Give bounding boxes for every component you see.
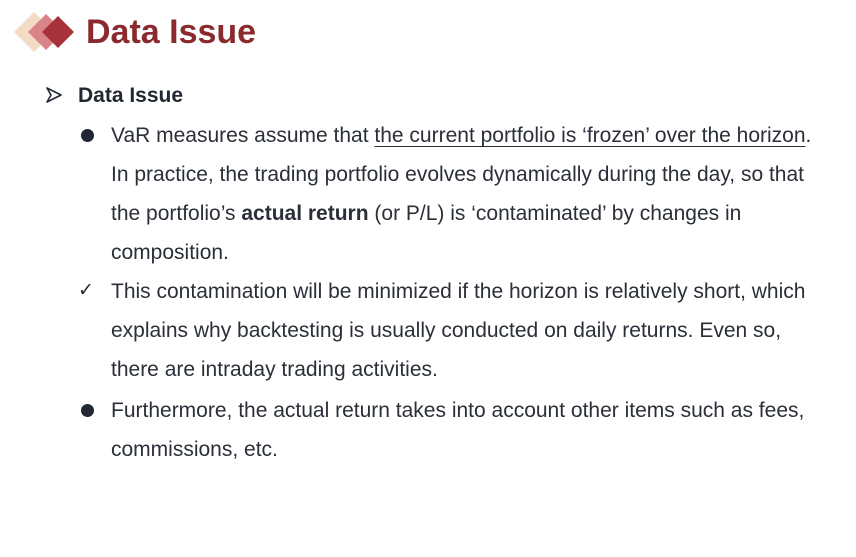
item-text: Furthermore, the actual return takes into account other items such as fees, commissions, etc. <box>111 399 805 461</box>
item-text-part: VaR measures assume that <box>111 124 375 147</box>
list-item <box>76 391 816 469</box>
item-text-underlined: the current portfolio is ‘frozen’ over the horizon <box>374 124 806 147</box>
item-text-part: (or P/L) is ‘contaminated’ by changes in composition. <box>111 202 742 264</box>
bullet-dot-icon <box>76 391 100 430</box>
item-text-bold: actual return <box>241 202 369 225</box>
diamond-logo-icon <box>14 10 80 54</box>
item-text-part: . In practice, the trading portfolio evolves dynamically during the day, so that the portfolio’s <box>111 124 812 225</box>
outline-heading-label: Data Issue <box>78 84 184 107</box>
arrowhead-icon <box>44 79 66 113</box>
bullet-dot-icon <box>76 116 100 155</box>
bullet-list <box>76 116 816 469</box>
list-item <box>76 272 816 389</box>
list-item <box>76 116 816 272</box>
checkmark-icon: ✓ <box>78 279 94 301</box>
item-text: This contamination will be minimized if the horizon is relatively short, which explains why backtesting is usually conducted on daily returns. Even so, there are intraday trading activities. <box>111 280 806 381</box>
page-title: Data Issue <box>86 13 257 51</box>
